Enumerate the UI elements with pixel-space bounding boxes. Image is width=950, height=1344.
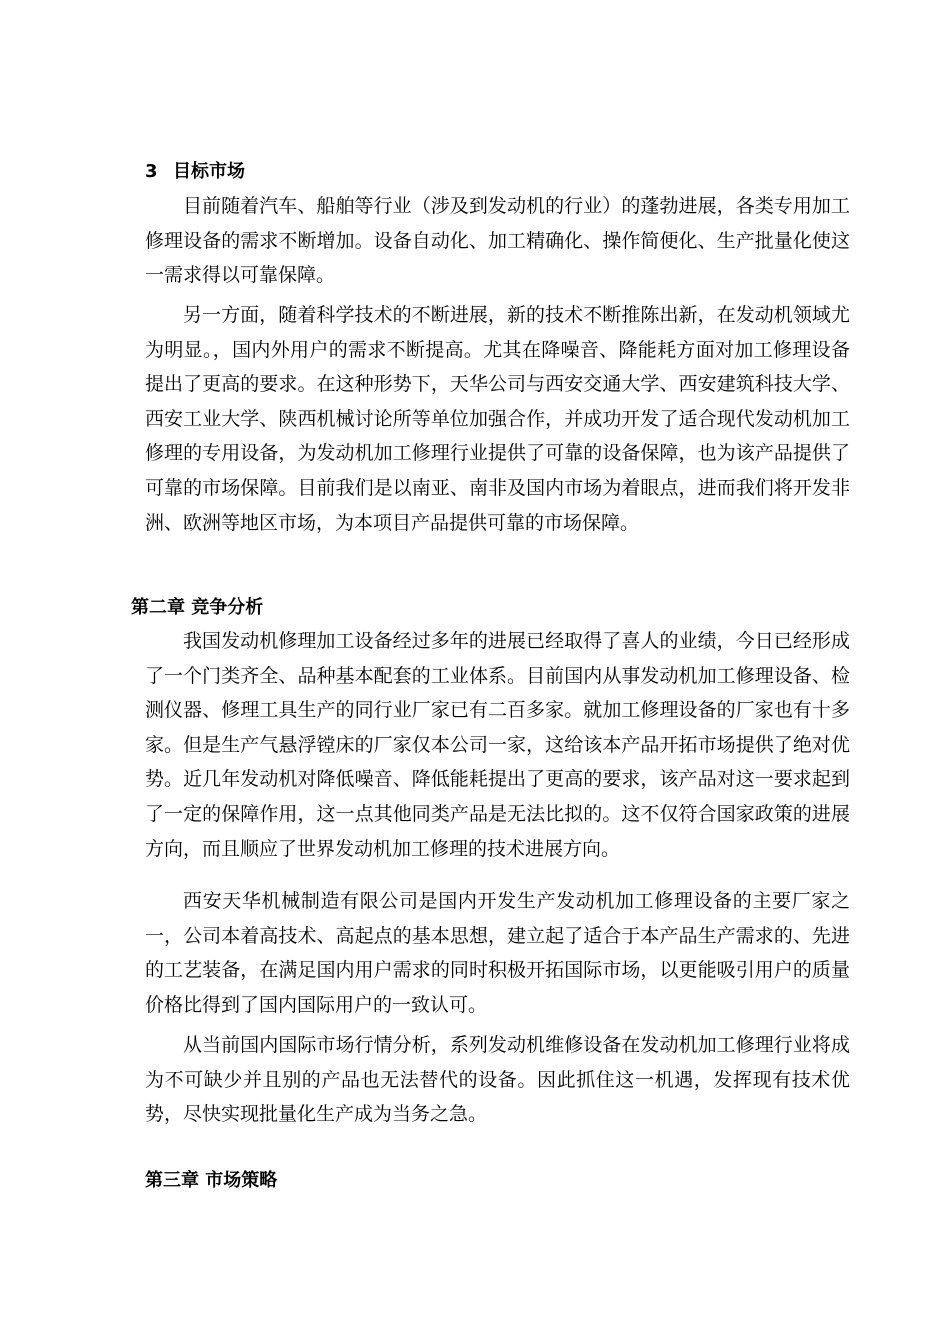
paragraph: 西安天华机械制造有限公司是国内开发生产发动机加工修理设备的主要厂家之一，公司本着高技术、高起点的基本思想，建立起了适合于本产品生产需求的、先进的工艺装备，在满足国内用户需求的同时积极开拓国际市场，以更能吸引用户的质量价格比得到了国内国际用户的一致认可。 — [145, 890, 850, 1016]
section-number: 3 — [145, 161, 158, 182]
chapter-heading: 第三章 市场策略 — [145, 1170, 278, 1191]
chapter-heading: 第二章 竞争分析 — [131, 597, 264, 618]
paragraph: 目前随着汽车、船舶等行业（涉及到发动机的行业）的蓬勃进展，各类专用加工修理设备的需求不断增加。设备自动化、加工精确化、操作简便化、生产批量化使这一需求得以可靠保障。 — [145, 195, 850, 287]
section-heading — [145, 160, 245, 184]
section-title: 目标市场 — [173, 161, 245, 182]
paragraph: 另一方面，随着科学技术的不断进展，新的技术不断推陈出新，在发动机领域尤为明显。，国内外用户的需求不断提高。尤其在降噪音、降能耗方面对加工修理设备提出了更高的要求。在这种形势下，天华公司与西安交通大学、西安建筑科技大学、西安工业大学、陕西机械讨论所等单位加强合作，并成功开发了适合现代发动机加工修理的专用设备，为发动机加工修理行业提供了可靠的设备保障，也为该产品提供了可靠的市场保障。目前我们是以南亚、南非及国内市场为着眼点，进而我们将开发非洲、欧洲等地区市场，为本项目产品提供可靠的市场保障。 — [145, 304, 850, 534]
paragraph: 从当前国内国际市场行情分析，系列发动机维修设备在发动机加工修理行业将成为不可缺少并且别的产品也无法替代的设备。因此抓住这一机遇，发挥现有技术优势，尽快实现批量化生产成为当务之急。 — [145, 1034, 850, 1126]
paragraph: 我国发动机修理加工设备经过多年的进展已经取得了喜人的业绩，今日已经形成了一个门类齐全、品种基本配套的工业体系。目前国内从事发动机加工修理设备、检测仪器、修理工具生产的同行业厂家已有二百多家。就加工修理设备的厂家也有十多家。但是生产气悬浮镗床的厂家仅本公司一家，这给该本产品开拓市场提供了绝对优势。近几年发动机对降低噪音、降低能耗提出了更高的要求，该产品对这一要求起到了一定的保障作用，这一点其他同类产品是无法比拟的。这不仅符合国家政策的进展方向，而且顺应了世界发动机加工修理的技术进展方向。 — [145, 630, 850, 860]
